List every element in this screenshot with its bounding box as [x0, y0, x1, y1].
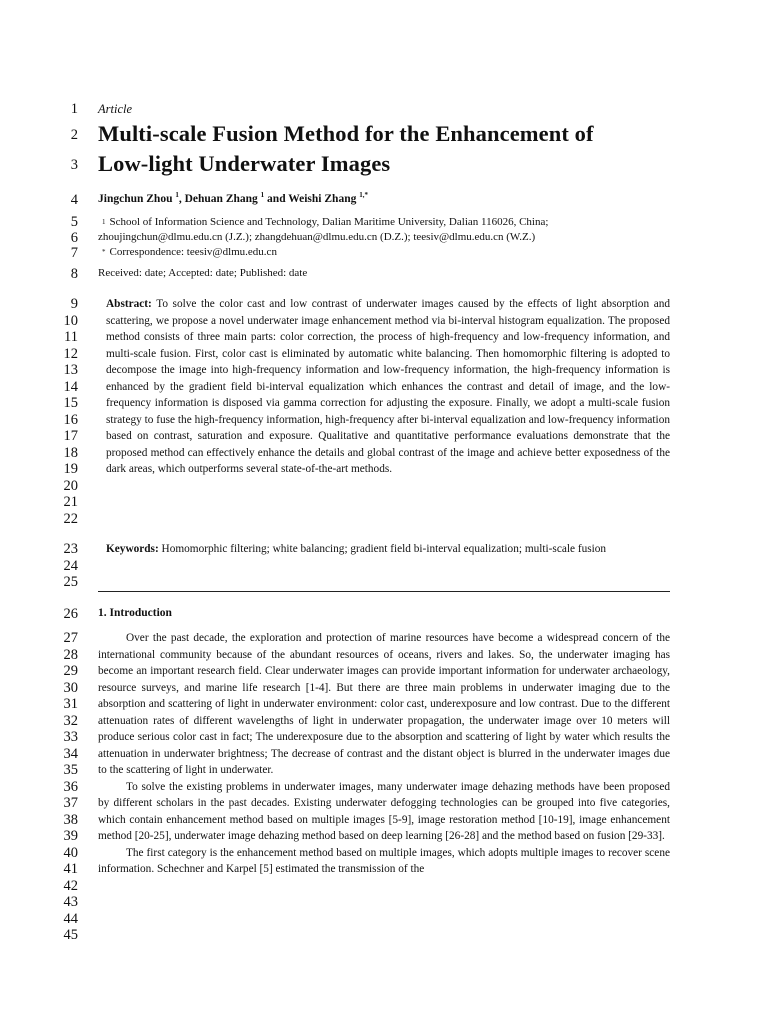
- affiliations: [98, 215, 670, 260]
- line-number: 44: [63, 910, 78, 927]
- line-number: 11: [64, 329, 78, 345]
- paper-title: [98, 119, 670, 179]
- section-divider: [98, 591, 670, 592]
- correspondence-mark: *: [102, 248, 106, 256]
- author-emails: zhoujingchun@dlmu.edu.cn (J.Z.); zhangdehuan@dlmu.edu.cn (D.Z.); teesiv@dlmu.edu.cn (W.Z.): [98, 231, 536, 243]
- line-number: 12: [63, 345, 78, 362]
- keywords: [106, 541, 670, 558]
- line-number: 9: [70, 296, 78, 312]
- line-number: 22: [63, 510, 78, 527]
- abstract-text: To solve the color cast and low contrast of underwater images caused by the effects of light absorption and scattering, we propose a novel underwater image enhancement method via bi-interval histogram equalization. The proposed method consists of three main parts: color correction, the process of high-frequency and low-frequency information, and multi-scale fusion. First, color cast is eliminated by automatic white balancing. Then homomorphic filtering is adopted to decompose the image into high-frequency information and low-frequency information, the high-frequency information is enhanced by the gradient field bi-interval equalization which enhances the contrast and detail of image, and the low-frequency information is disposed via gamma correction for adjusting the exposure. Finally, we adopt a multi-scale fusion strategy to fuse the high-frequency information, high-frequency after bi-interval equalization and low-frequency information based on contrast, saturation and exposure. Qualitative and quantitative performance evaluations demonstrate that the proposed method can effectively enhance the details and global contrast of the image and achieve better exposedness of the dark areas, which outperforms several state-of-the-art methods.: [106, 298, 671, 475]
- line-number: 26: [63, 606, 78, 622]
- line-number: 5: [70, 214, 78, 230]
- paragraph: The first category is the enhancement method based on multiple images, which adopts multiple images to recover scene information. Schechner and Karpel [5] estimated the transmission of the: [98, 846, 670, 875]
- author-affiliation-mark: 1,*: [359, 191, 368, 200]
- line-number: 43: [63, 894, 78, 910]
- line-number: 32: [63, 712, 78, 729]
- author-affiliation-mark: 1: [175, 191, 179, 200]
- line-number: 17: [63, 428, 78, 444]
- line-number: 41: [63, 861, 78, 877]
- line-number: 45: [63, 927, 78, 943]
- body-text: [98, 630, 670, 878]
- line-number: 29: [63, 663, 78, 679]
- line-number: 39: [63, 828, 78, 844]
- line-number: 28: [63, 646, 78, 663]
- author-list: [98, 193, 670, 205]
- author-name: Dehuan Zhang: [184, 193, 258, 205]
- keywords-label: Keywords:: [106, 543, 159, 555]
- affiliation-line: School of Information Science and Technology, Dalian Maritime University, Dalian 116026, China;: [109, 216, 549, 228]
- line-number: 38: [63, 811, 78, 828]
- line-number: 23: [63, 541, 78, 557]
- line-number: 35: [63, 762, 78, 778]
- paragraph: Over the past decade, the exploration and protection of marine resources have become a widespread concern of the international community because of the abundant resources of oceans, rivers and lakes. So, the underwater imaging has become an important research field. Clear underwater images can provide important information for underwater archaeology, resource surveys, and marine life research [1-4]. But there are three main problems in underwater imaging due to the absorption and scattering of light in underwater environment: color cast, underexposure and low contrast. Due to the different attenuation rates of different wavelengths of light in underwater propagation, the underwater image over 10 meters will produce serious color cast in fact; The underexposure due to the absorption and scattering of light by water which results the attenuation in underwater brightness; The decrease of contrast and the distant object is blurred in the underwater images due to the scattering of light in underwater.: [98, 632, 670, 776]
- affiliation-mark: 1: [102, 218, 106, 226]
- line-number: 30: [63, 679, 78, 696]
- line-number: 15: [63, 395, 78, 411]
- line-number: 21: [63, 494, 78, 510]
- author-affiliation-mark: 1: [260, 191, 265, 200]
- line-number: 16: [63, 411, 78, 428]
- line-number: 40: [63, 844, 78, 861]
- line-number: 31: [63, 696, 78, 712]
- line-number: 37: [63, 795, 78, 811]
- article-type-label: Article: [98, 102, 133, 116]
- line-number: 24: [63, 557, 78, 574]
- line-number: 25: [63, 574, 78, 590]
- paragraph: To solve the existing problems in underwater images, many underwater image dehazing methods have been proposed by different scholars in the past decades. Existing underwater defogging technologies can be grouped into five categories, which contain enhancement method based on multiple images [5-9], image restoration method [10-19], image enhancement method [20-25], underwater image dehazing method based on deep learning [26-28] and the method based on fusion [29-33].: [98, 780, 670, 842]
- line-number: 20: [63, 477, 78, 494]
- line-number: 36: [63, 778, 78, 795]
- line-number: 19: [63, 461, 78, 477]
- line-number: 14: [63, 378, 78, 395]
- correspondence: Correspondence: teesiv@dlmu.edu.cn: [109, 246, 277, 258]
- author-name: Jingchun Zhou: [98, 193, 173, 205]
- author-name: Weishi Zhang: [288, 193, 357, 205]
- line-number: 6: [70, 230, 78, 246]
- section-heading: 1. Introduction: [98, 607, 172, 619]
- publication-dates: Received: date; Accepted: date; Published: date: [98, 267, 308, 279]
- line-number: 13: [63, 362, 78, 378]
- title-line-2: Low-light Underwater Images: [98, 151, 391, 176]
- line-number: 8: [70, 266, 78, 282]
- line-number: 4: [70, 192, 78, 208]
- line-number: 1: [70, 101, 78, 117]
- line-number: 7: [70, 245, 78, 261]
- line-number: 10: [63, 312, 78, 329]
- author-separator: ,: [178, 193, 185, 205]
- author-separator: and: [264, 193, 289, 205]
- line-number: 34: [63, 745, 78, 762]
- keywords-text: Homomorphic filtering; white balancing; gradient field bi-interval equalization; multi-scale fusion: [161, 543, 607, 555]
- line-number: 27: [63, 630, 78, 646]
- line-number: 33: [63, 729, 78, 745]
- line-number: 42: [63, 877, 78, 894]
- line-number: 3: [70, 157, 78, 173]
- abstract: [106, 296, 670, 478]
- line-number: 2: [70, 127, 78, 143]
- line-number: 18: [63, 444, 78, 461]
- title-line-1: Multi-scale Fusion Method for the Enhancement of: [98, 121, 594, 146]
- abstract-label: Abstract:: [106, 298, 152, 310]
